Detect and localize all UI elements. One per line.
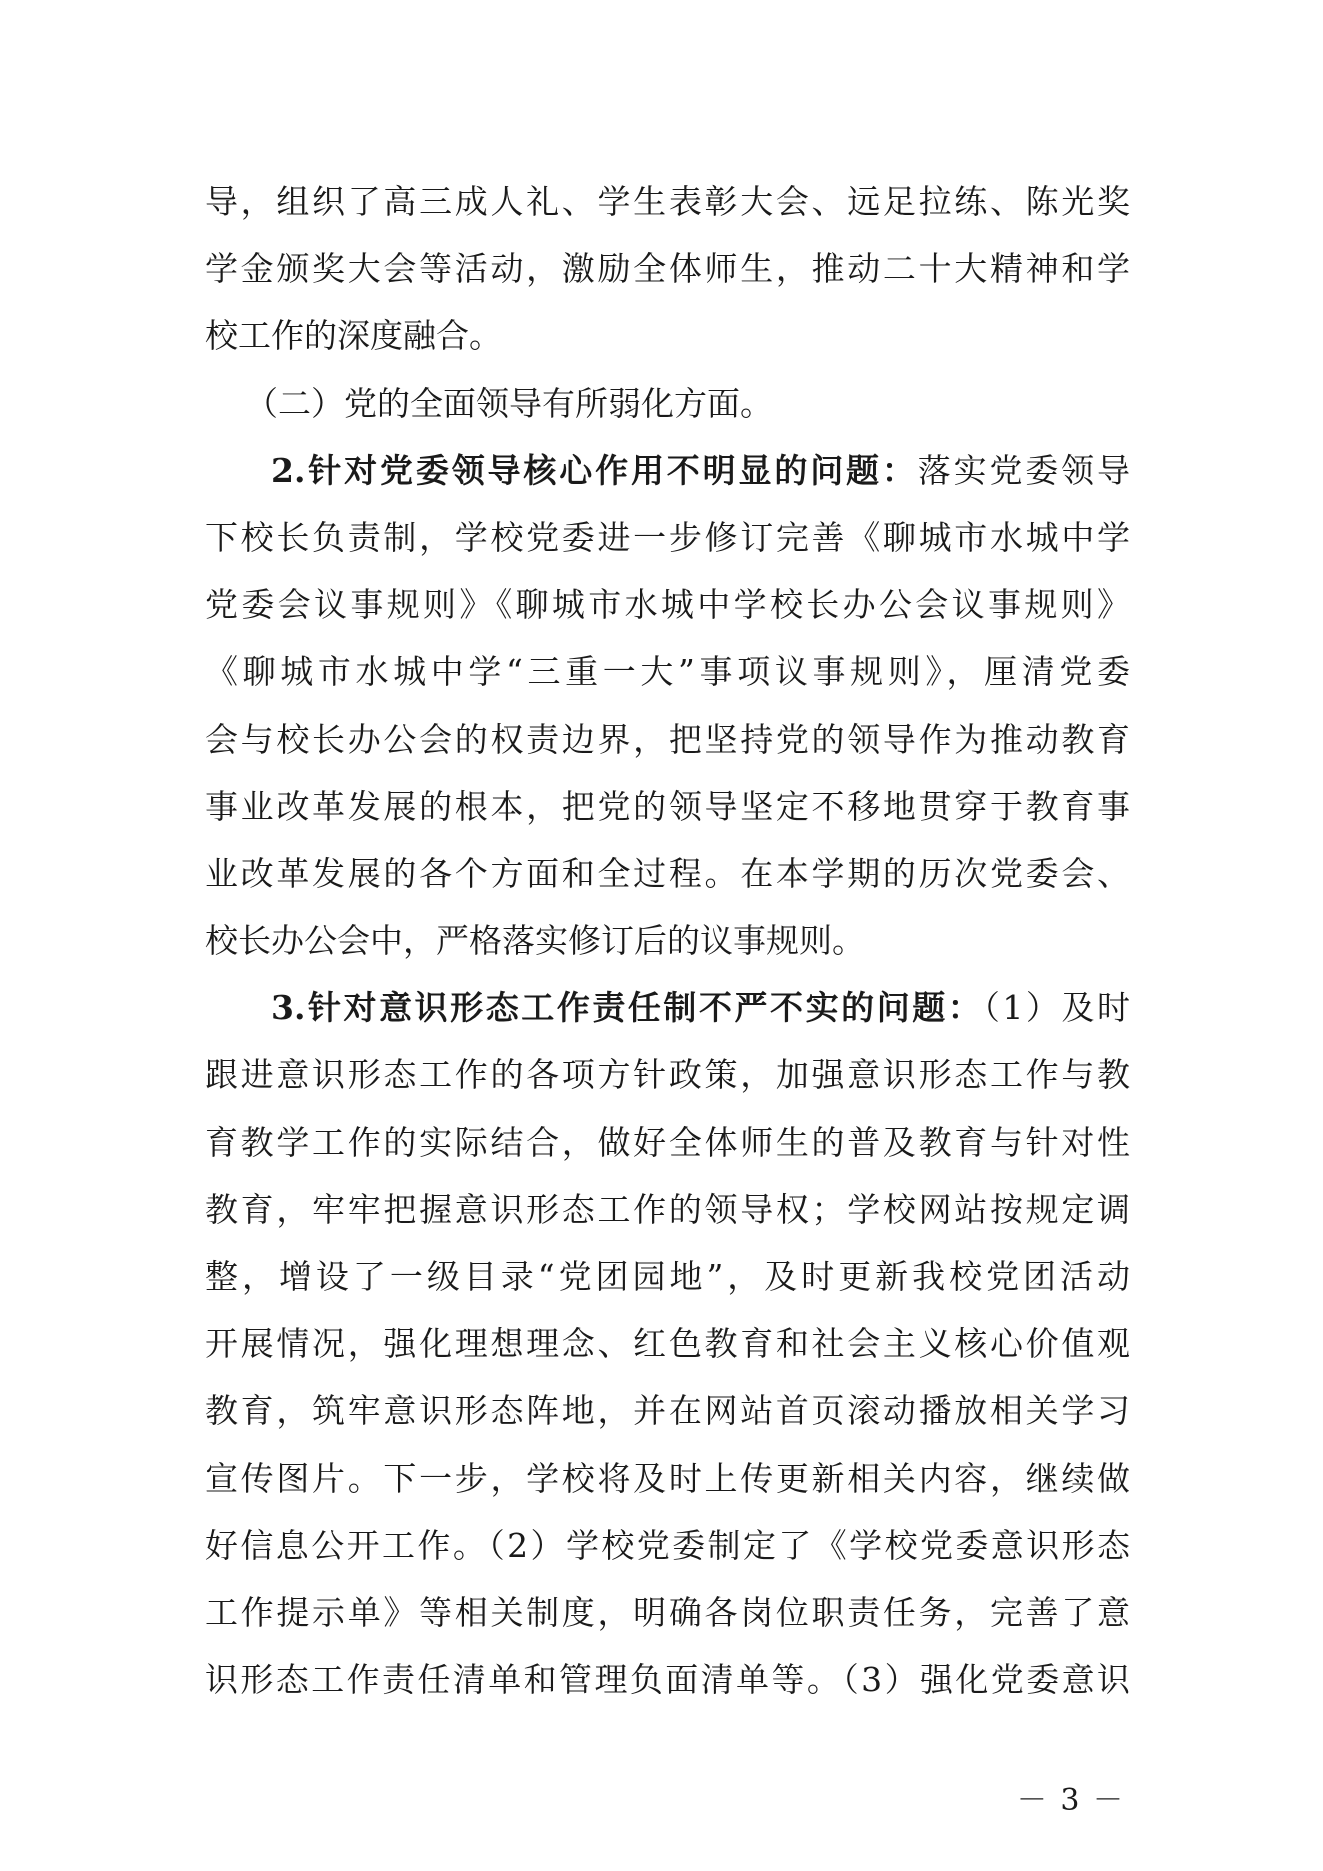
paragraph-line: 跟进意识形态工作的各项方针政策，加强意识形态工作与教 xyxy=(205,1055,1130,1095)
paragraph-line: 下校长负责制，学校党委进一步修订完善《聊城市水城中学 xyxy=(205,517,1130,557)
paragraph-line: 好信息公开工作。（2）学校党委制定了《学校党委意识形态 xyxy=(205,1525,1130,1565)
item-2-first-line xyxy=(205,437,1130,504)
paragraph-line: 识形态工作责任清单和管理负面清单等。（3）强化党委意识 xyxy=(205,1660,1130,1700)
paragraph-line: 导，组织了高三成人礼、学生表彰大会、远足拉练、陈光奖 xyxy=(205,182,1130,221)
paragraph-line: 整，增设了一级目录“党团园地”，及时更新我校党团活动 xyxy=(205,1257,1130,1296)
paragraph-line: 校工作的深度融合。 xyxy=(205,316,502,356)
paragraph-line: 会与校长办公会的权责边界，把坚持党的领导作为推动教育 xyxy=(205,719,1130,759)
paragraph-line: 育教学工作的实际结合，做好全体师生的普及教育与针对性 xyxy=(205,1122,1130,1162)
item-2-lead: 2.针对党委领导核心作用不明显的问题： xyxy=(271,450,918,490)
document-body xyxy=(205,168,1130,1713)
section-heading: （二）党的全面领导有所弱化方面。 xyxy=(245,383,773,423)
paragraph-line: 宣传图片。下一步，学校将及时上传更新相关内容，继续做 xyxy=(205,1458,1130,1498)
paragraph-line: 事业改革发展的根本，把党的领导坚定不移地贯穿于教育事 xyxy=(205,786,1130,826)
paragraph-line: 教育，牢牢把握意识形态工作的领导权；学校网站按规定调 xyxy=(205,1189,1130,1229)
paragraph-line: 党委会议事规则》《聊城市水城中学校长办公会议事规则》 xyxy=(205,585,1130,625)
paragraph-line: 学金颁奖大会等活动，激励全体师生，推动二十大精神和学 xyxy=(205,249,1130,289)
paragraph-line: 业改革发展的各个方面和全过程。在本学期的历次党委会、 xyxy=(205,853,1130,893)
paragraph-line: 校长办公会中，严格落实修订后的议事规则。 xyxy=(205,921,865,961)
item-2-first-line-rest: 落实党委领导 xyxy=(917,450,1130,490)
item-3-first-line xyxy=(205,974,1130,1041)
paragraph-line: 开展情况，强化理想理念、红色教育和社会主义核心价值观 xyxy=(205,1324,1130,1364)
item-3-lead: 3.针对意识形态工作责任制不严不实的问题： xyxy=(271,988,984,1028)
paragraph-line: 工作提示单》等相关制度，明确各岗位职责任务，完善了意 xyxy=(205,1592,1130,1632)
paragraph-line: 教育，筑牢意识形态阵地，并在网站首页滚动播放相关学习 xyxy=(205,1391,1130,1431)
paragraph-line: 《聊城市水城中学“三重一大”事项议事规则》，厘清党委 xyxy=(205,652,1130,692)
item-3-first-line-rest: （1）及时 xyxy=(983,988,1130,1028)
page-number: － 3 － xyxy=(1016,1783,1125,1818)
